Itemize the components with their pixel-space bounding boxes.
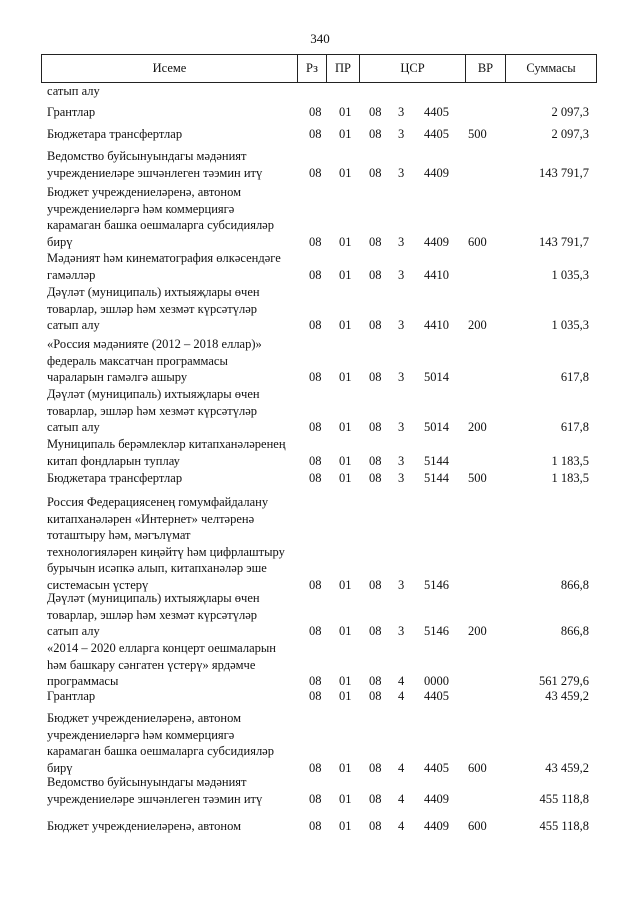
cell-vr: 200: [468, 420, 487, 434]
cell-pr: 01: [339, 819, 352, 833]
row-name: Мәдәният һәм кинематография өлкәсендәге гамәлләр: [47, 251, 281, 282]
cell-csr-b: 3: [398, 471, 405, 485]
cell-rz: 08: [309, 267, 322, 282]
cell-pr: 01: [339, 674, 352, 688]
row-name: Грантлар: [47, 105, 96, 119]
cell-csr-c: 4409: [424, 819, 449, 833]
cell-pr: 01: [339, 267, 352, 282]
cell-vr: 500: [468, 471, 487, 485]
cell-csr-a: 08: [369, 689, 382, 703]
cell-csr-b: 4: [398, 819, 405, 833]
cell-rz: 08: [309, 453, 322, 468]
cell-csr-b: 3: [398, 234, 405, 249]
cell-pr: 01: [339, 624, 352, 638]
cell-vr: 600: [468, 234, 487, 249]
cell-csr-b: 4: [398, 791, 405, 806]
cell-sum: 143 791,7: [539, 165, 589, 180]
cell-rz: 08: [309, 674, 322, 688]
cell-csr-a: 08: [369, 234, 382, 249]
cell-vr: 200: [468, 318, 487, 332]
cell-pr: 01: [339, 234, 352, 249]
cell-rz: 08: [309, 760, 322, 775]
cell-rz: 08: [309, 165, 322, 180]
cell-csr-c: 4410: [424, 267, 449, 282]
cell-rz: 08: [309, 105, 322, 119]
cell-csr-c: 5014: [424, 370, 449, 384]
cell-csr-b: 3: [398, 624, 405, 638]
cell-csr-b: 3: [398, 127, 405, 141]
cell-csr-a: 08: [369, 471, 382, 485]
row-name: Россия Федерациясенең гомумфайдалану китапханәләрен «Интернет» челтәренә тоташтыру һәм, мәгълүмат технологияләрен киңәйтү һәм цифрлаштыру бурычын исәпкә алып, китапханәләр эше системасын үстерү: [47, 495, 285, 592]
cell-sum: 43 459,2: [545, 760, 589, 775]
cell-rz: 08: [309, 127, 322, 141]
header-sum: Суммасы: [526, 61, 576, 75]
cell-csr-a: 08: [369, 127, 382, 141]
cell-csr-a: 08: [369, 370, 382, 384]
cell-vr: 600: [468, 819, 487, 833]
cell-rz: 08: [309, 471, 322, 485]
cell-csr-a: 08: [369, 624, 382, 638]
cell-csr-c: 4410: [424, 318, 449, 332]
cell-pr: 01: [339, 791, 352, 806]
cell-rz: 08: [309, 819, 322, 833]
continued-row-text: сатып алу: [47, 84, 100, 98]
page-number: 340: [310, 31, 330, 46]
row-name: Дәүләт (муниципаль) ихтыяҗлары өчен товарлар, эшләр һәм хезмәт күрсәтүләр сатып алу: [47, 285, 260, 332]
cell-csr-a: 08: [369, 453, 382, 468]
cell-csr-a: 08: [369, 105, 382, 119]
row-name: Муниципаль берәмлекләр китапханәләренең китап фондларын туплау: [47, 437, 286, 468]
cell-csr-a: 08: [369, 318, 382, 332]
row-name: Бюджет учреждениеләренә, автоном: [47, 819, 242, 833]
cell-csr-c: 4409: [424, 165, 449, 180]
cell-sum: 1 035,3: [551, 267, 589, 282]
cell-csr-b: 4: [398, 760, 405, 775]
cell-pr: 01: [339, 420, 352, 434]
cell-csr-a: 08: [369, 267, 382, 282]
cell-pr: 01: [339, 471, 352, 485]
cell-rz: 08: [309, 318, 322, 332]
row-name: Дәүләт (муниципаль) ихтыяҗлары өчен товарлар, эшләр һәм хезмәт күрсәтүләр сатып алу: [47, 591, 260, 638]
cell-rz: 08: [309, 370, 322, 384]
cell-rz: 08: [309, 420, 322, 434]
cell-csr-b: 3: [398, 318, 405, 332]
cell-csr-a: 08: [369, 819, 382, 833]
cell-csr-a: 08: [369, 760, 382, 775]
row-name: Бюджет учреждениеләренә, автоном учреждениеләргә һәм коммерциягә карамаган башка оешмаларга субсидияләр бирү: [47, 185, 274, 249]
cell-csr-a: 08: [369, 577, 382, 592]
header-vr: ВР: [466, 55, 506, 82]
cell-sum: 617,8: [560, 420, 589, 434]
row-name: «2014 – 2020 елларга концерт оешмаларын һәм башкару сәнгатен үстерү» ярдәмче программасы: [47, 641, 276, 688]
cell-csr-c: 4405: [424, 760, 449, 775]
cell-pr: 01: [339, 453, 352, 468]
row-name: Ведомство буйсынуындагы мәдәният учреждениеләре эшчәнлеген тәэмин итү: [47, 149, 263, 180]
header-name: Исеме: [42, 55, 298, 82]
cell-sum: 2 097,3: [551, 105, 589, 119]
row-name: «Россия мәдәнияте (2012 – 2018 еллар)» федераль максатчан программасы чараларын гамәлгә ашыру: [47, 337, 262, 384]
header-csr: ЦСР: [360, 55, 466, 82]
table-header: [41, 54, 597, 83]
cell-pr: 01: [339, 127, 352, 141]
header-pr: ПР: [327, 55, 360, 82]
cell-csr-b: 3: [398, 420, 405, 434]
cell-pr: 01: [339, 689, 352, 703]
cell-csr-b: 3: [398, 453, 405, 468]
row-name: Ведомство буйсынуындагы мәдәният учреждениеләре эшчәнлеген тәэмин итү: [47, 775, 263, 806]
cell-pr: 01: [339, 105, 352, 119]
cell-csr-b: 4: [398, 689, 405, 703]
cell-csr-b: 3: [398, 105, 405, 119]
row-name: Бюджетара трансфертлар: [47, 471, 183, 485]
row-name: Бюджет учреждениеләренә, автоном учреждениеләргә һәм коммерциягә карамаган башка оешмаларга субсидияләр бирү: [47, 711, 274, 775]
header-rz: Рз: [298, 55, 327, 82]
cell-pr: 01: [339, 760, 352, 775]
cell-sum: 43 459,2: [545, 689, 589, 703]
cell-sum: 866,8: [560, 577, 589, 592]
cell-pr: 01: [339, 370, 352, 384]
cell-csr-c: 4405: [424, 127, 449, 141]
cell-sum: 561 279,6: [539, 674, 589, 688]
cell-csr-a: 08: [369, 791, 382, 806]
cell-csr-c: 4409: [424, 234, 449, 249]
row-name: Бюджетара трансфертлар: [47, 127, 183, 141]
cell-rz: 08: [309, 689, 322, 703]
cell-csr-b: 3: [398, 370, 405, 384]
cell-csr-c: 5146: [424, 577, 449, 592]
cell-pr: 01: [339, 165, 352, 180]
cell-csr-b: 4: [398, 674, 405, 688]
cell-sum: 455 118,8: [539, 791, 589, 806]
cell-vr: 200: [468, 624, 487, 638]
cell-sum: 617,8: [560, 370, 589, 384]
cell-csr-a: 08: [369, 165, 382, 180]
row-name: Дәүләт (муниципаль) ихтыяҗлары өчен товарлар, эшләр һәм хезмәт күрсәтүләр сатып алу: [47, 387, 260, 434]
cell-csr-c: 5144: [424, 471, 449, 485]
cell-rz: 08: [309, 234, 322, 249]
cell-csr-c: 5014: [424, 420, 449, 434]
cell-rz: 08: [309, 577, 322, 592]
cell-sum: 1 183,5: [551, 471, 589, 485]
cell-csr-c: 5144: [424, 453, 449, 468]
row-name: Грантлар: [47, 689, 96, 703]
cell-csr-c: 5146: [424, 624, 449, 638]
cell-vr: 500: [468, 127, 487, 141]
cell-csr-b: 3: [398, 165, 405, 180]
cell-csr-c: 4405: [424, 105, 449, 119]
cell-sum: 2 097,3: [551, 127, 589, 141]
cell-sum: 143 791,7: [539, 234, 589, 249]
cell-csr-b: 3: [398, 577, 405, 592]
cell-csr-c: 0000: [424, 674, 449, 688]
cell-sum: 1 183,5: [551, 453, 589, 468]
cell-vr: 600: [468, 760, 487, 775]
cell-pr: 01: [339, 318, 352, 332]
cell-pr: 01: [339, 577, 352, 592]
cell-sum: 455 118,8: [539, 819, 589, 833]
cell-sum: 866,8: [560, 624, 589, 638]
cell-rz: 08: [309, 791, 322, 806]
cell-csr-a: 08: [369, 674, 382, 688]
cell-csr-c: 4405: [424, 689, 449, 703]
cell-csr-a: 08: [369, 420, 382, 434]
cell-csr-c: 4409: [424, 791, 449, 806]
cell-csr-b: 3: [398, 267, 405, 282]
cell-rz: 08: [309, 624, 322, 638]
cell-sum: 1 035,3: [551, 318, 589, 332]
